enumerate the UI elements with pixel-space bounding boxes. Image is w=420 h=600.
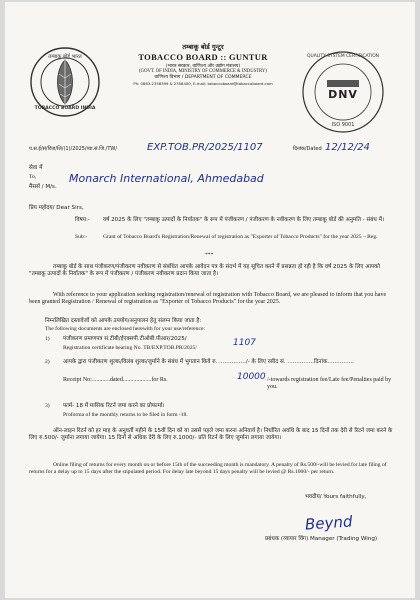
subject-label-en: Sub:-	[75, 234, 88, 240]
sewa-label: सेवा में	[29, 165, 43, 171]
item2-english-b: /-towards registration fee/Late fee/Penalties paid by you.	[267, 377, 392, 391]
para-english: With reference to your application seeking registration/renewal of registration with Tobacco Board, we are pleased to inform that you have been granted Registration / Renewal of registration as "Exporter of Tobacco Products" for the year 2025.	[29, 292, 387, 306]
dnv-brand-text: DNV	[328, 88, 358, 101]
item2-amount: 10000	[237, 372, 266, 382]
letter-page	[5, 2, 415, 598]
item3-hindi: फार्म- 18 में मासिक रिटर्न जमा करने का प्रोफार्मा।	[63, 403, 165, 409]
date-label: दिनांक/Dated	[293, 146, 322, 152]
salutation: प्रिय महोदय/ Dear Sirs,	[29, 205, 84, 211]
dnv-iso-seal-logo	[301, 50, 385, 134]
item3-english: Proforma of the monthly returns to be filed in form -18.	[63, 412, 188, 418]
hindi-subtitle: (भारत सरकार, वाणिज्य और उद्योग मंत्रालय)	[165, 64, 241, 69]
iso-standard-text: ISO 9001	[331, 122, 355, 128]
item2-hindi: आपके द्वारा पंजीकरण शुल्क/विलंब शुल्क/जुर्माने के संबंध में भुगतान किये रु. .............../- के लिए रसीद सं. ...............दिनांक...............	[63, 359, 354, 365]
board-title: TOBACCO BOARD :: GUNTUR	[138, 52, 268, 62]
department-line: वाणिज्य विभाग / DEPARTMENT OF COMMERCE	[154, 75, 252, 80]
subject-label-hi: विषय:-	[75, 217, 90, 223]
addressee-name: Monarch International, Ahmedabad	[69, 172, 264, 185]
reference-handwritten: EXP.TOB.PR/2025/1107	[147, 142, 263, 153]
govt-line: (GOVT. OF INDIA, MINISTRY OF COMMERCE & INDUSTRY)	[139, 69, 267, 74]
returns-english: Online filing of returns for every month on or before 15th of the succeeding month is mandatory. A penalty of Rs.500/-will be levied for late filing of returns for a delay up to 15 days after the stipulated period. For delay late beyond 15 days penalty will be levied @ Rs.1000/- per return.	[29, 462, 387, 475]
item2-number: 2)	[45, 359, 50, 365]
tobacco-board-seal-logo	[29, 46, 101, 118]
subject-text-hi: वर्ष 2025 के लिए "तम्बाकू उत्पादों के निर्यातक" के रूप में पंजीकरण / पंजीकरण के नवीकरण के लिए तम्बाकू बोर्ड की अनुमति - संबंध में।	[103, 217, 385, 223]
right-seal-top-text: QUALITY SYSTEM CERTIFICATION	[307, 54, 379, 59]
item2-english-a: Receipt No:............dated...................for Rs.	[63, 377, 168, 383]
item1-number: 1)	[45, 336, 50, 342]
yours-faithfully: भवदीय/ Yours faithfully,	[305, 494, 367, 500]
item1-certificate-number: 1107	[233, 338, 256, 348]
subject-separator: ***	[205, 252, 214, 258]
item3-number: 3)	[45, 403, 50, 409]
date-value: 12/12/24	[325, 142, 370, 153]
enclosed-hindi: निम्नलिखित दस्तावेजों को आपके उपयोग/अनुपालन हेतु संलग्न किया जाता है:	[45, 318, 202, 324]
left-seal-bottom-text: TOBACCO BOARD INDIA	[34, 106, 96, 111]
ms-label: मैसर्स / M/s.	[29, 184, 57, 190]
signature: Beynd	[304, 512, 354, 534]
reference-printed: प.स.ई/सं/विज/लि/(1)/2025/व्या.सं.जि./TW/	[29, 146, 118, 152]
to-label: To,	[29, 174, 37, 180]
reference-line	[29, 142, 399, 156]
enclosed-english: The following documents are enclosed herewith for your use/reference:	[45, 326, 205, 332]
left-seal-top-text: तम्बाकू बोर्ड भारत	[48, 54, 82, 60]
subject-text-en: Grant of Tobacco Board's Registration/Renewal of registration as "Exporter of Tobacco Products" for the year 2025 – Reg.	[103, 234, 378, 240]
para-hindi: तम्बाकू बोर्ड के साथ पंजीकरण/पंजीकरण नवीकरण से संबंधित आपके आवेदन पत्र के संदर्भ में यह सूचित करने में प्रसन्नता हो रही है कि वर्ष 2025 के लिए आपको "तम्बाकू उत्पादों के निर्यातक" के रूप में पंजीकरण / पंजीकरण नवीकरण प्रदान किया जाता है।	[29, 264, 380, 277]
item1-hindi: पंजीकरण प्रमाणपत्र सं.टीबी/ईएक्सपी.टीओबी.पीआर/2025/	[63, 336, 187, 342]
designation: प्रबंधक (व्यापार विंग) Manager (Trading Wing)	[265, 536, 378, 542]
hindi-board-title: तम्बाकू बोर्ड गुन्टूर	[182, 43, 224, 51]
letterhead	[113, 42, 293, 86]
returns-hindi: ऑन-लाइन रिटर्न को हर माह के अनुवर्ती महीने के 15वीं दिन को या उससे पहले जमा करना अनिवार्य है। निर्धारित अवधि के बाद 15 दिनों तक देरी से रिटर्न जमा करने के लिए रु.500/- जुर्माना लगाया जायेगा। 15 दिनों से अधिक देरी के लिए रु.1000/- प्रति रिटर्न के लिए जुर्माना लगाया जायेगा।	[29, 428, 393, 441]
contact-line: Ph: 0863-2358399 & 2358400, E-mail: tobaccoboard@tobaccoboard.com	[133, 81, 273, 86]
item1-english: Registration certificate bearing No. TB/EXP.TOB.PR/2025/	[63, 345, 197, 351]
